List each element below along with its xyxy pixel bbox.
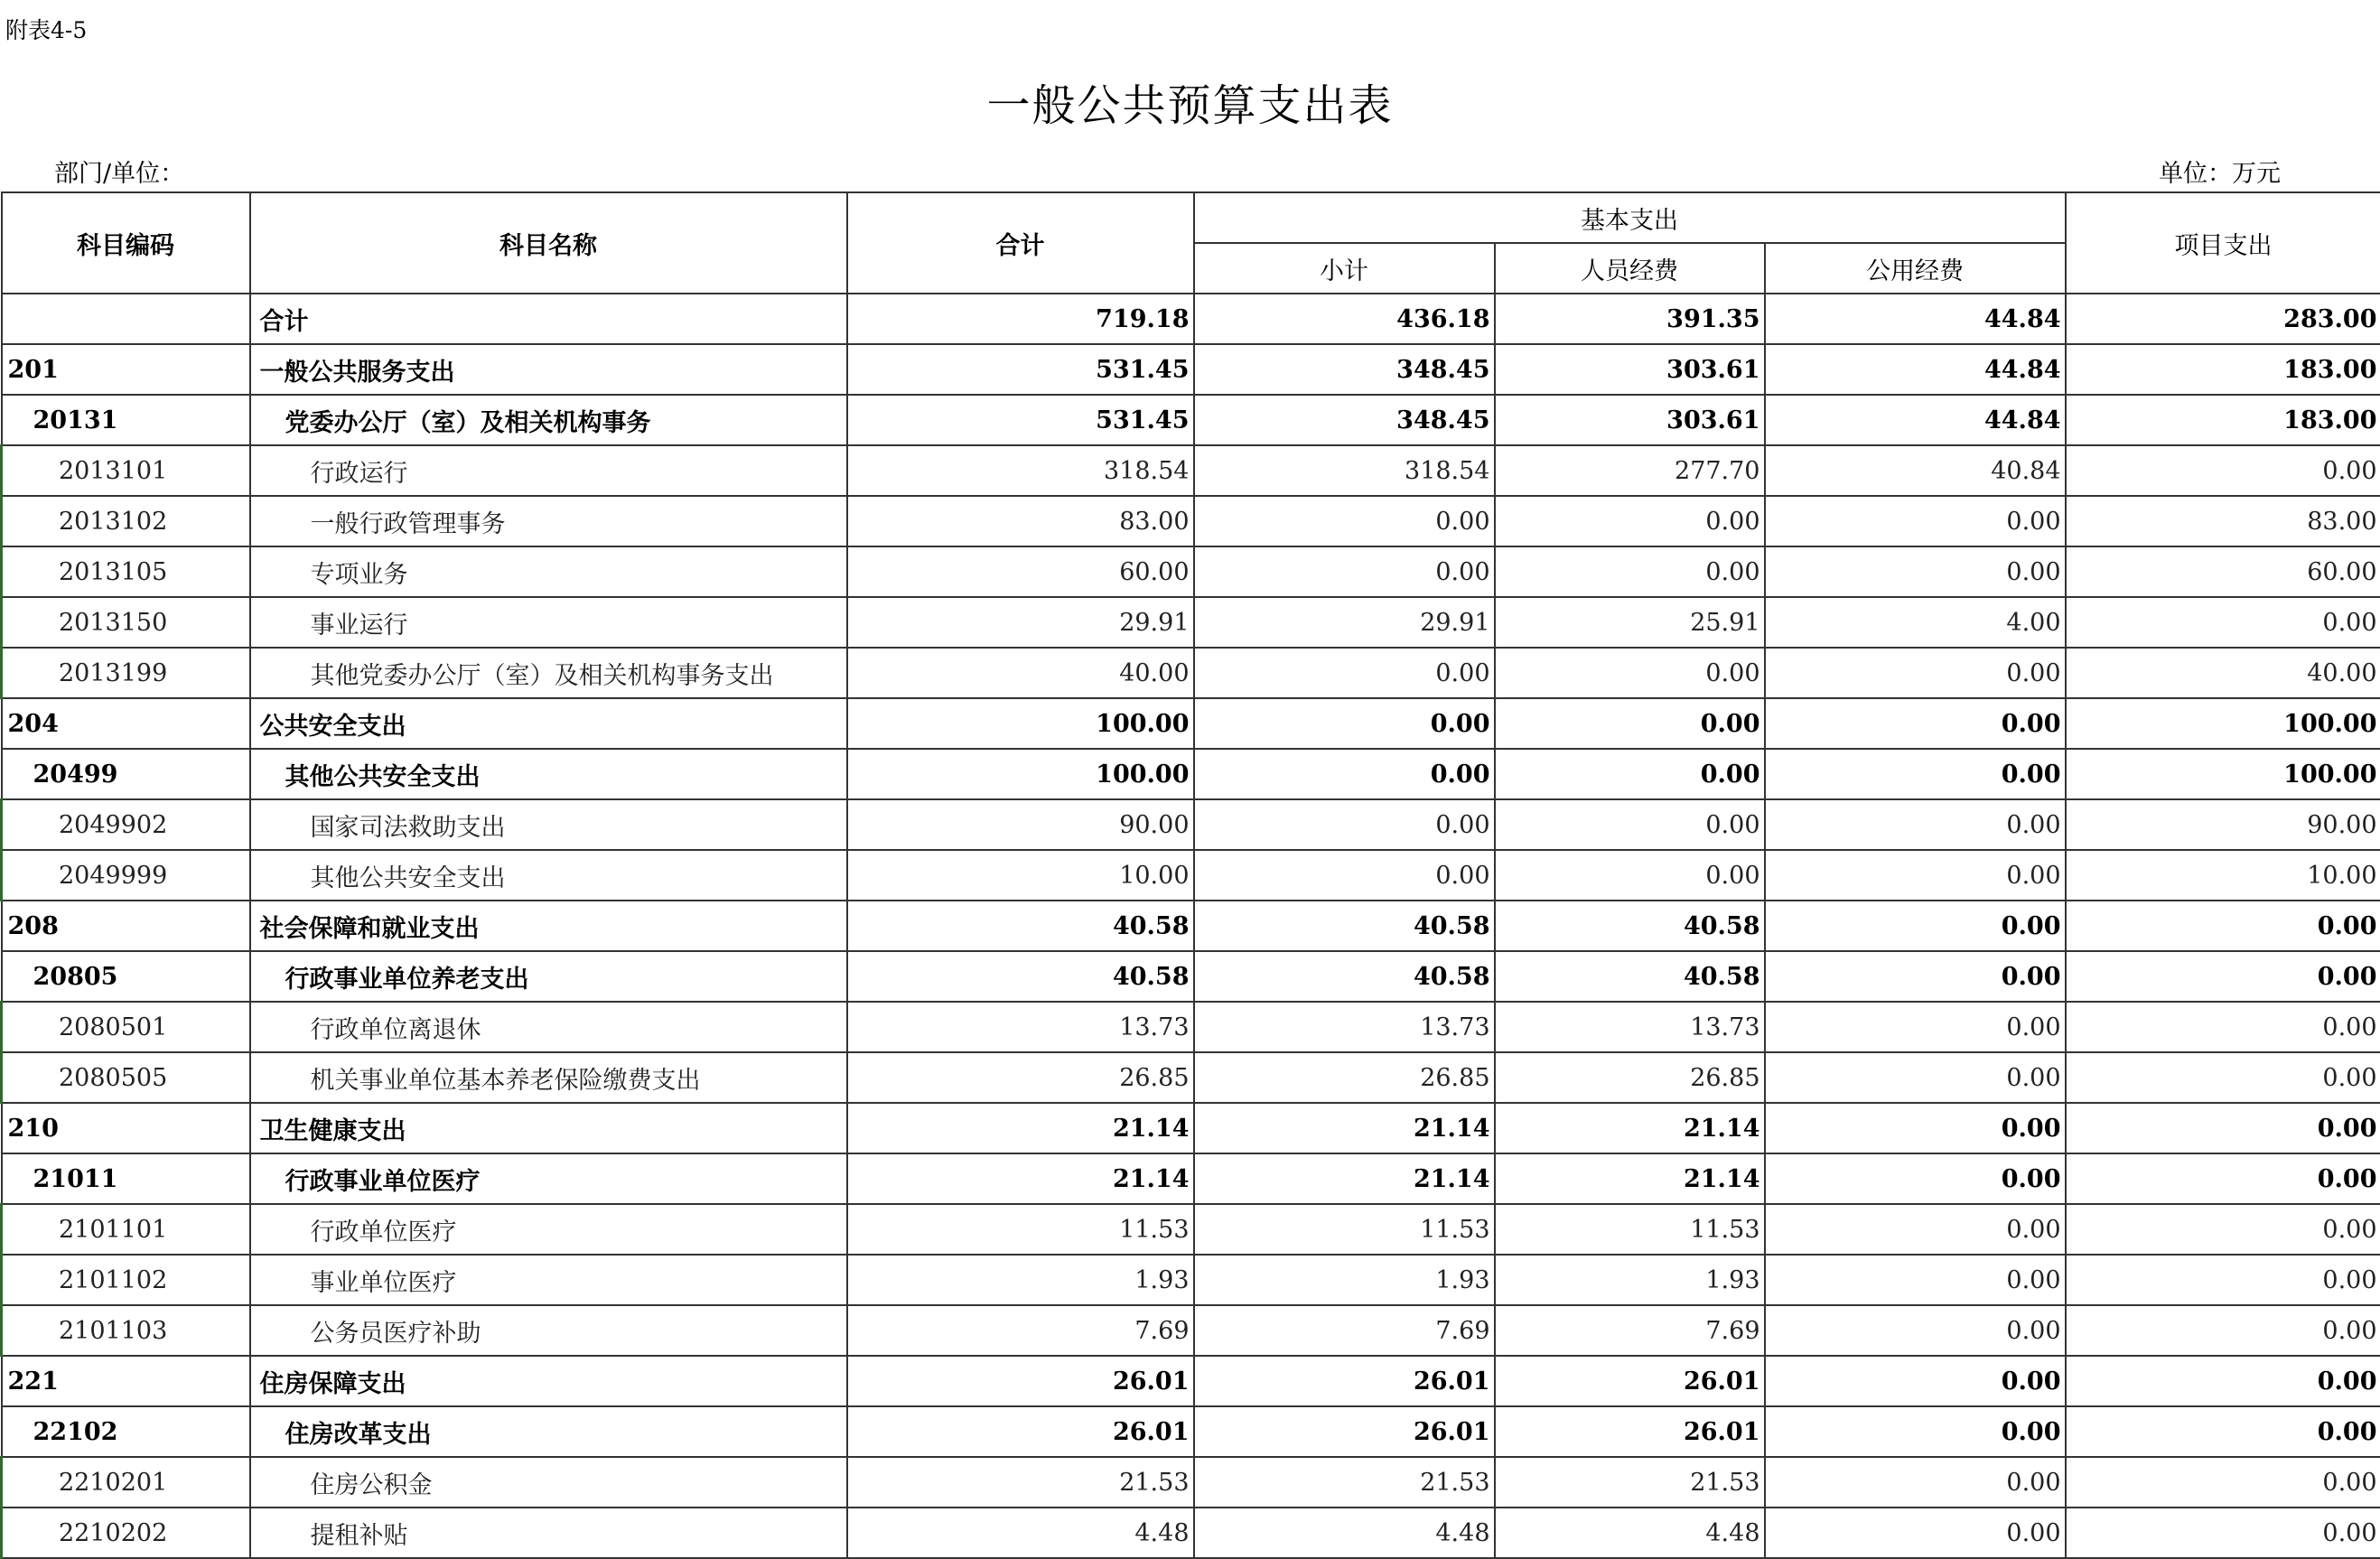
cell-name: 行政单位医疗: [250, 1204, 847, 1255]
table-row: [2, 1103, 2380, 1153]
cell-project: 183.00: [2066, 344, 2380, 395]
cell-subtotal: 26.01: [1194, 1356, 1495, 1406]
cell-project: 0.00: [2066, 1002, 2380, 1052]
table-row: [2, 546, 2380, 597]
cell-code: 22102: [2, 1406, 250, 1457]
cell-subtotal: 21.14: [1194, 1103, 1495, 1153]
cell-name: 事业运行: [250, 597, 847, 648]
cell-project: 0.00: [2066, 1508, 2380, 1558]
cell-code: 210: [2, 1103, 250, 1153]
cell-public: 0.00: [1765, 546, 2066, 597]
cell-public: 0.00: [1765, 1103, 2066, 1153]
cell-personnel: 7.69: [1495, 1305, 1765, 1356]
cell-subtotal: 1.93: [1194, 1255, 1495, 1305]
table-row: [2, 1002, 2380, 1052]
cell-public: 40.84: [1765, 445, 2066, 496]
cell-personnel: 40.58: [1495, 901, 1765, 951]
cell-name: 机关事业单位基本养老保险缴费支出: [250, 1052, 847, 1103]
cell-code: 2210201: [2, 1457, 250, 1508]
cell-name: 行政事业单位医疗: [250, 1153, 847, 1204]
cell-code: 201: [2, 344, 250, 395]
cell-total: 26.01: [847, 1356, 1194, 1406]
cell-public: 0.00: [1765, 1052, 2066, 1103]
table-row: [2, 901, 2380, 951]
cell-public: 0.00: [1765, 496, 2066, 546]
cell-subtotal: 26.85: [1194, 1052, 1495, 1103]
cell-public: 0.00: [1765, 901, 2066, 951]
table-row: [2, 648, 2380, 698]
cell-name: 社会保障和就业支出: [250, 901, 847, 951]
cell-personnel: 0.00: [1495, 648, 1765, 698]
cell-personnel: 0.00: [1495, 749, 1765, 799]
cell-name: 其他党委办公厅（室）及相关机构事务支出: [250, 648, 847, 698]
cell-project: 0.00: [2066, 1153, 2380, 1204]
header-name: 科目名称: [250, 192, 847, 294]
cell-public: 0.00: [1765, 799, 2066, 850]
table-row: [2, 344, 2380, 395]
cell-public: 0.00: [1765, 1356, 2066, 1406]
cell-public: 0.00: [1765, 1508, 2066, 1558]
cell-code: 2080501: [2, 1002, 250, 1052]
cell-project: 83.00: [2066, 496, 2380, 546]
table-row: [2, 698, 2380, 749]
cell-name: 公务员医疗补助: [250, 1305, 847, 1356]
cell-code: 20499: [2, 749, 250, 799]
cell-public: 0.00: [1765, 698, 2066, 749]
cell-code: 2101102: [2, 1255, 250, 1305]
cell-public: 0.00: [1765, 1406, 2066, 1457]
cell-project: 90.00: [2066, 799, 2380, 850]
cell-total: 1.93: [847, 1255, 1194, 1305]
cell-code: 2049902: [2, 799, 250, 850]
cell-subtotal: 0.00: [1194, 850, 1495, 901]
cell-personnel: 4.48: [1495, 1508, 1765, 1558]
cell-name: 专项业务: [250, 546, 847, 597]
cell-project: 100.00: [2066, 698, 2380, 749]
cell-total: 531.45: [847, 395, 1194, 445]
cell-subtotal: 348.45: [1194, 395, 1495, 445]
budget-expenditure-table: [0, 191, 2380, 1559]
cell-code: 2210202: [2, 1508, 250, 1558]
cell-total: 100.00: [847, 698, 1194, 749]
cell-subtotal: 0.00: [1194, 496, 1495, 546]
cell-name: 行政单位离退休: [250, 1002, 847, 1052]
table-row: [2, 850, 2380, 901]
cell-name: 一般公共服务支出: [250, 344, 847, 395]
cell-personnel: 26.85: [1495, 1052, 1765, 1103]
cell-subtotal: 40.58: [1194, 951, 1495, 1002]
header-total: 合计: [847, 192, 1194, 294]
cell-subtotal: 318.54: [1194, 445, 1495, 496]
cell-total: 100.00: [847, 749, 1194, 799]
cell-code: 2101101: [2, 1204, 250, 1255]
cell-subtotal: 26.01: [1194, 1406, 1495, 1457]
cell-code: 221: [2, 1356, 250, 1406]
cell-personnel: 21.14: [1495, 1153, 1765, 1204]
table-row: [2, 1255, 2380, 1305]
table-row: [2, 395, 2380, 445]
cell-public: 44.84: [1765, 395, 2066, 445]
cell-public: 4.00: [1765, 597, 2066, 648]
table-row: [2, 1356, 2380, 1406]
cell-name: 一般行政管理事务: [250, 496, 847, 546]
cell-project: 60.00: [2066, 546, 2380, 597]
cell-public: 44.84: [1765, 294, 2066, 344]
cell-code: 204: [2, 698, 250, 749]
header-subtotal: 小计: [1194, 243, 1495, 294]
cell-total: 29.91: [847, 597, 1194, 648]
cell-name: 其他公共安全支出: [250, 850, 847, 901]
cell-subtotal: 0.00: [1194, 698, 1495, 749]
table-row: [2, 1406, 2380, 1457]
cell-name: 公共安全支出: [250, 698, 847, 749]
table-row: [2, 445, 2380, 496]
cell-subtotal: 7.69: [1194, 1305, 1495, 1356]
cell-total: 4.48: [847, 1508, 1194, 1558]
cell-public: 0.00: [1765, 1305, 2066, 1356]
table-row: [2, 294, 2380, 344]
cell-code: 2101103: [2, 1305, 250, 1356]
cell-total: 21.53: [847, 1457, 1194, 1508]
cell-name: 行政运行: [250, 445, 847, 496]
cell-subtotal: 11.53: [1194, 1204, 1495, 1255]
cell-public: 0.00: [1765, 951, 2066, 1002]
cell-personnel: 0.00: [1495, 546, 1765, 597]
cell-total: 318.54: [847, 445, 1194, 496]
page-title: 一般公共预算支出表: [0, 70, 2380, 133]
table-row: [2, 496, 2380, 546]
cell-project: 0.00: [2066, 951, 2380, 1002]
cell-code: 20805: [2, 951, 250, 1002]
table-row: [2, 1457, 2380, 1508]
cell-personnel: 391.35: [1495, 294, 1765, 344]
cell-personnel: 0.00: [1495, 698, 1765, 749]
cell-code: 2013199: [2, 648, 250, 698]
cell-total: 21.14: [847, 1103, 1194, 1153]
cell-code: 2013150: [2, 597, 250, 648]
cell-personnel: 277.70: [1495, 445, 1765, 496]
header-public: 公用经费: [1765, 243, 2066, 294]
cell-project: 0.00: [2066, 1356, 2380, 1406]
cell-public: 0.00: [1765, 749, 2066, 799]
header-row-1: [2, 192, 2380, 243]
attachment-label: 附表4-5: [5, 13, 87, 45]
cell-public: 0.00: [1765, 1002, 2066, 1052]
cell-project: 0.00: [2066, 445, 2380, 496]
cell-subtotal: 0.00: [1194, 648, 1495, 698]
cell-total: 13.73: [847, 1002, 1194, 1052]
cell-code: 2013105: [2, 546, 250, 597]
cell-subtotal: 40.58: [1194, 901, 1495, 951]
cell-name: 住房公积金: [250, 1457, 847, 1508]
cell-project: 0.00: [2066, 1103, 2380, 1153]
unit-label: 单位：万元: [2159, 154, 2281, 189]
cell-name: 行政事业单位养老支出: [250, 951, 847, 1002]
cell-total: 26.01: [847, 1406, 1194, 1457]
cell-code: 2080505: [2, 1052, 250, 1103]
header-personnel: 人员经费: [1495, 243, 1765, 294]
cell-total: 7.69: [847, 1305, 1194, 1356]
cell-total: 40.58: [847, 901, 1194, 951]
cell-total: 60.00: [847, 546, 1194, 597]
cell-subtotal: 436.18: [1194, 294, 1495, 344]
table-row: [2, 1204, 2380, 1255]
cell-project: 283.00: [2066, 294, 2380, 344]
cell-project: 40.00: [2066, 648, 2380, 698]
cell-personnel: 26.01: [1495, 1356, 1765, 1406]
cell-project: 0.00: [2066, 597, 2380, 648]
cell-total: 26.85: [847, 1052, 1194, 1103]
cell-code: 208: [2, 901, 250, 951]
cell-public: 0.00: [1765, 1153, 2066, 1204]
cell-personnel: 0.00: [1495, 799, 1765, 850]
cell-code: 2013101: [2, 445, 250, 496]
cell-subtotal: 348.45: [1194, 344, 1495, 395]
cell-personnel: 40.58: [1495, 951, 1765, 1002]
cell-project: 0.00: [2066, 1052, 2380, 1103]
cell-project: 0.00: [2066, 901, 2380, 951]
header-project-expenditure: 项目支出: [2066, 192, 2380, 294]
cell-personnel: 303.61: [1495, 344, 1765, 395]
cell-personnel: 0.00: [1495, 850, 1765, 901]
cell-code: 21011: [2, 1153, 250, 1204]
table-row: [2, 749, 2380, 799]
cell-public: 0.00: [1765, 648, 2066, 698]
cell-name: 住房保障支出: [250, 1356, 847, 1406]
cell-total: 21.14: [847, 1153, 1194, 1204]
table-row: [2, 1052, 2380, 1103]
cell-name: 党委办公厅（室）及相关机构事务: [250, 395, 847, 445]
cell-total: 90.00: [847, 799, 1194, 850]
cell-public: 0.00: [1765, 1255, 2066, 1305]
cell-personnel: 1.93: [1495, 1255, 1765, 1305]
cell-total: 719.18: [847, 294, 1194, 344]
table-row: [2, 951, 2380, 1002]
table-row: [2, 1508, 2380, 1558]
cell-personnel: 11.53: [1495, 1204, 1765, 1255]
table-row: [2, 597, 2380, 648]
cell-name: 其他公共安全支出: [250, 749, 847, 799]
cell-subtotal: 21.53: [1194, 1457, 1495, 1508]
cell-personnel: 26.01: [1495, 1406, 1765, 1457]
cell-name: 事业单位医疗: [250, 1255, 847, 1305]
cell-public: 44.84: [1765, 344, 2066, 395]
table-row: [2, 1305, 2380, 1356]
cell-personnel: 13.73: [1495, 1002, 1765, 1052]
cell-personnel: 21.53: [1495, 1457, 1765, 1508]
table-body: [2, 294, 2380, 1558]
header-basic-expenditure: 基本支出: [1194, 192, 2066, 243]
cell-name: 国家司法救助支出: [250, 799, 847, 850]
cell-project: 10.00: [2066, 850, 2380, 901]
cell-personnel: 303.61: [1495, 395, 1765, 445]
cell-name: 住房改革支出: [250, 1406, 847, 1457]
cell-project: 0.00: [2066, 1204, 2380, 1255]
cell-name: 提租补贴: [250, 1508, 847, 1558]
cell-subtotal: 4.48: [1194, 1508, 1495, 1558]
cell-total: 40.00: [847, 648, 1194, 698]
table-row: [2, 799, 2380, 850]
cell-code: [2, 294, 250, 344]
cell-subtotal: 21.14: [1194, 1153, 1495, 1204]
cell-total: 531.45: [847, 344, 1194, 395]
cell-total: 40.58: [847, 951, 1194, 1002]
cell-name: 合计: [250, 294, 847, 344]
cell-subtotal: 0.00: [1194, 546, 1495, 597]
cell-project: 100.00: [2066, 749, 2380, 799]
header-code: 科目编码: [2, 192, 250, 294]
department-label: 部门/单位：: [54, 154, 184, 189]
cell-project: 0.00: [2066, 1457, 2380, 1508]
cell-code: 20131: [2, 395, 250, 445]
cell-subtotal: 0.00: [1194, 749, 1495, 799]
cell-project: 0.00: [2066, 1305, 2380, 1356]
cell-subtotal: 29.91: [1194, 597, 1495, 648]
cell-subtotal: 13.73: [1194, 1002, 1495, 1052]
cell-code: 2013102: [2, 496, 250, 546]
cell-public: 0.00: [1765, 1457, 2066, 1508]
cell-public: 0.00: [1765, 850, 2066, 901]
cell-total: 11.53: [847, 1204, 1194, 1255]
table-row: [2, 1153, 2380, 1204]
cell-personnel: 25.91: [1495, 597, 1765, 648]
cell-code: 2049999: [2, 850, 250, 901]
cell-name: 卫生健康支出: [250, 1103, 847, 1153]
cell-subtotal: 0.00: [1194, 799, 1495, 850]
cell-project: 0.00: [2066, 1406, 2380, 1457]
cell-personnel: 21.14: [1495, 1103, 1765, 1153]
cell-public: 0.00: [1765, 1204, 2066, 1255]
cell-total: 83.00: [847, 496, 1194, 546]
cell-project: 183.00: [2066, 395, 2380, 445]
cell-total: 10.00: [847, 850, 1194, 901]
cell-project: 0.00: [2066, 1255, 2380, 1305]
cell-personnel: 0.00: [1495, 496, 1765, 546]
